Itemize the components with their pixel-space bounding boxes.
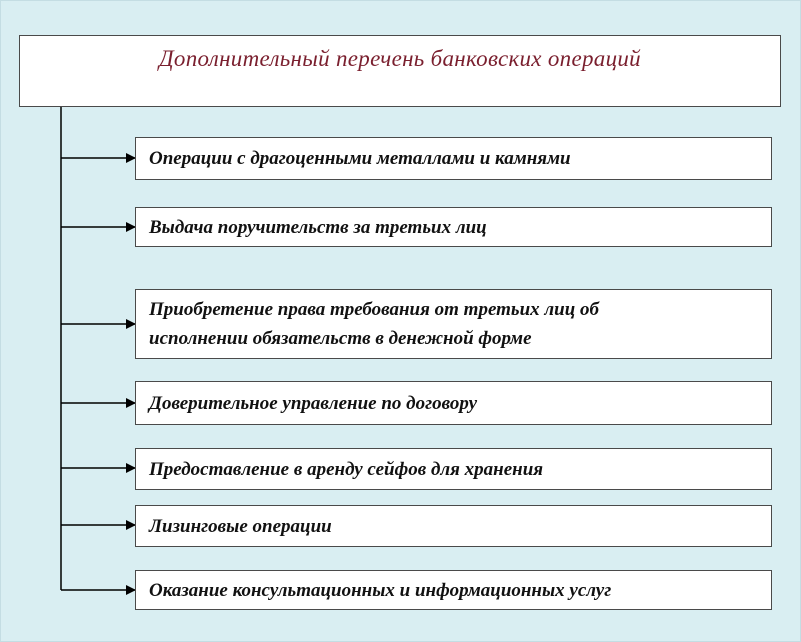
- operation-item-label: Выдача поручительств за третьих лиц: [149, 216, 487, 238]
- operation-item-precious-metals: [135, 137, 772, 180]
- operation-item-label: Лизинговые операции: [149, 515, 332, 537]
- operation-item-trust-management: [135, 381, 772, 425]
- operation-item-consulting: [135, 570, 772, 610]
- operation-item-leasing: [135, 505, 772, 547]
- operation-item-label: Предоставление в аренду сейфов для хранения: [149, 458, 544, 480]
- diagram-title-box: [19, 35, 781, 107]
- operation-item-label: Оказание консультационных и информационных услуг: [149, 579, 612, 601]
- operation-item-guarantees: [135, 207, 772, 247]
- operation-item-claim-rights: [135, 289, 772, 359]
- operation-item-safe-rental: [135, 448, 772, 490]
- operation-item-label: Операции с драгоценными металлами и камнями: [149, 148, 571, 169]
- operation-item-label: Доверительное управление по договору: [149, 392, 478, 414]
- operation-item-label-line2: исполнении обязательств в денежной форме: [149, 328, 532, 349]
- diagram-title: Дополнительный перечень банковских операций: [159, 46, 641, 71]
- operation-item-label-line1: Приобретение права требования от третьих лиц об: [149, 299, 600, 320]
